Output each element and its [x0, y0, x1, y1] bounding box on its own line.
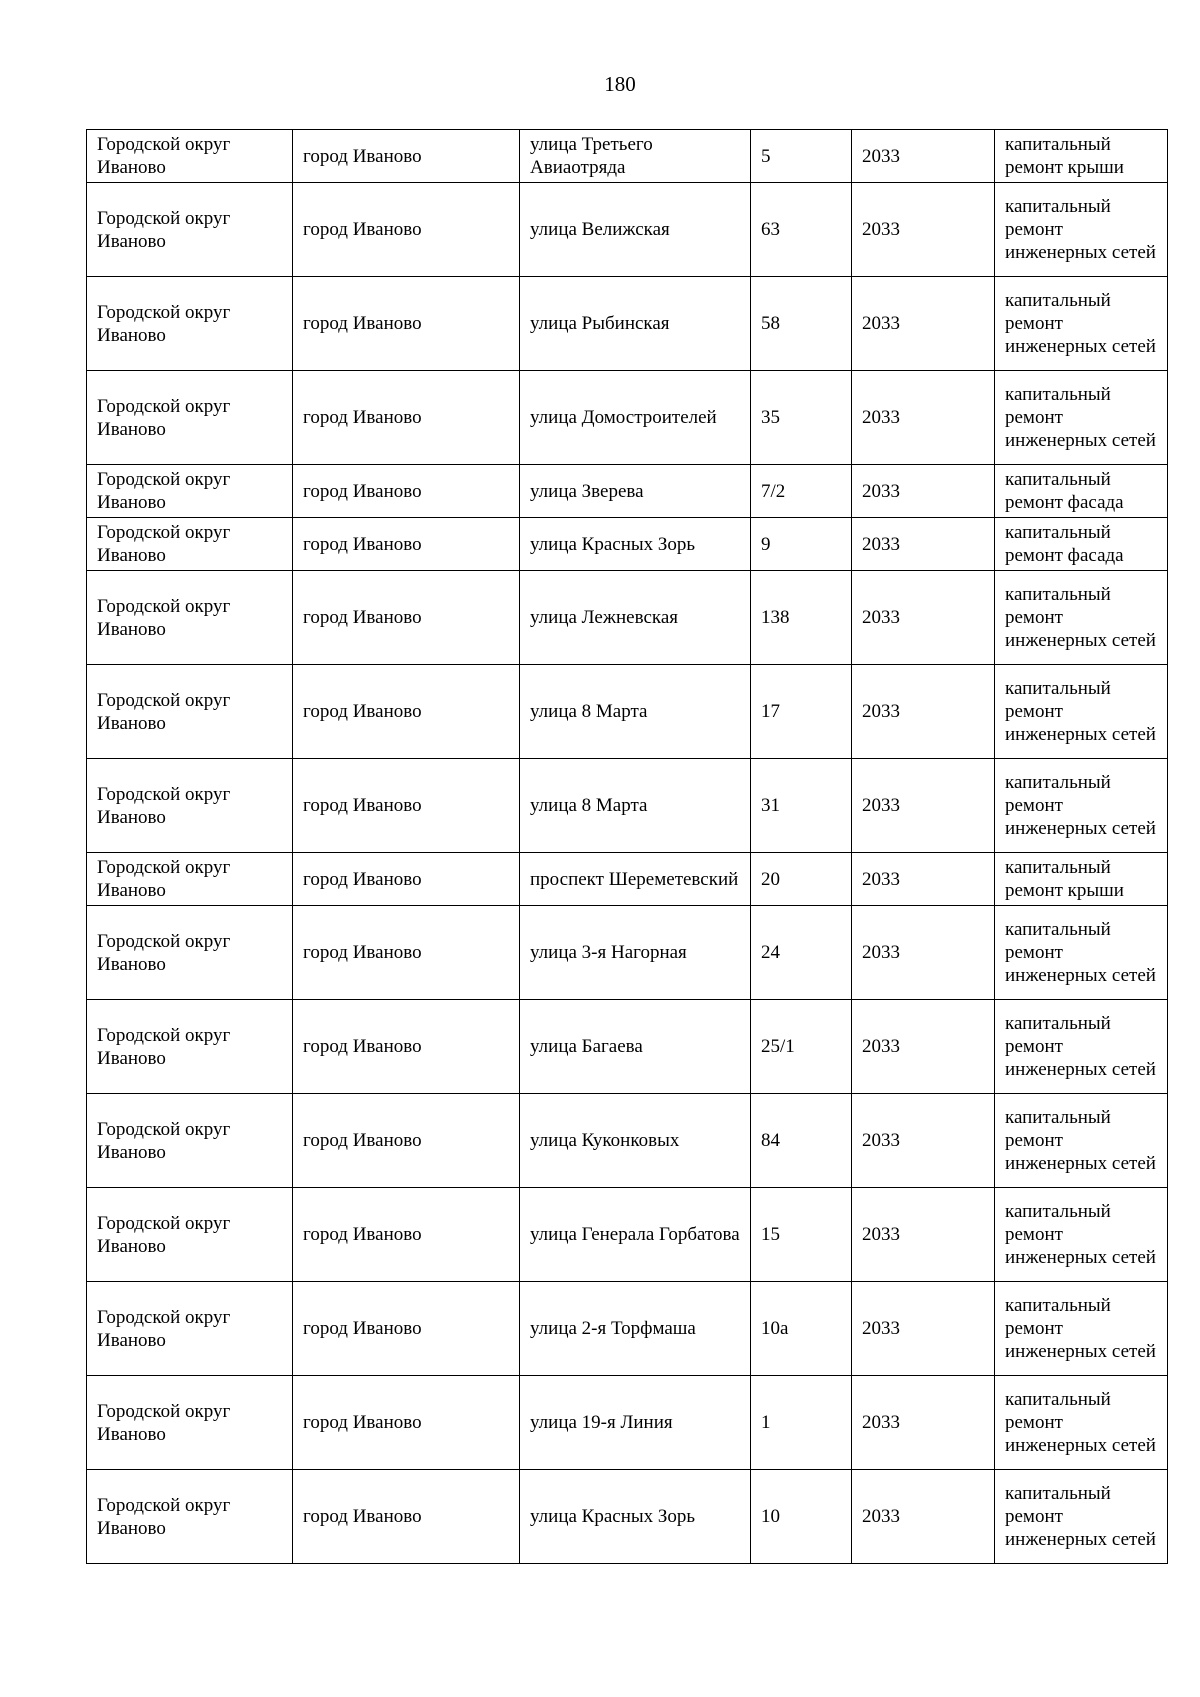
cell-house: 15 [751, 1188, 852, 1282]
cell-street: улица Велижская [520, 183, 751, 277]
cell-house: 35 [751, 371, 852, 465]
cell-work: капитальный ремонт инженерных сетей [995, 1282, 1168, 1376]
cell-city: город Иваново [293, 759, 520, 853]
table-row [87, 1376, 1168, 1470]
cell-district: Городской округ Иваново [87, 1376, 293, 1470]
cell-street: улица Лежневская [520, 571, 751, 665]
cell-work: капитальный ремонт инженерных сетей [995, 183, 1168, 277]
cell-house: 9 [751, 518, 852, 571]
cell-city: город Иваново [293, 183, 520, 277]
table-row [87, 853, 1168, 906]
table-row [87, 665, 1168, 759]
table-row [87, 183, 1168, 277]
cell-district: Городской округ Иваново [87, 130, 293, 183]
cell-city: город Иваново [293, 1376, 520, 1470]
cell-year: 2033 [852, 571, 995, 665]
cell-street: улица Домостроителей [520, 371, 751, 465]
cell-street: улица 3-я Нагорная [520, 906, 751, 1000]
table-row [87, 759, 1168, 853]
cell-city: город Иваново [293, 906, 520, 1000]
cell-year: 2033 [852, 1470, 995, 1564]
cell-house: 31 [751, 759, 852, 853]
cell-street: улица Генерала Горбатова [520, 1188, 751, 1282]
cell-city: город Иваново [293, 1282, 520, 1376]
cell-city: город Иваново [293, 1094, 520, 1188]
cell-street: улица Красных Зорь [520, 1470, 751, 1564]
cell-work: капитальный ремонт фасада [995, 518, 1168, 571]
cell-work: капитальный ремонт инженерных сетей [995, 371, 1168, 465]
cell-year: 2033 [852, 371, 995, 465]
cell-district: Городской округ Иваново [87, 1000, 293, 1094]
cell-city: город Иваново [293, 1188, 520, 1282]
cell-work: капитальный ремонт инженерных сетей [995, 1376, 1168, 1470]
cell-work: капитальный ремонт инженерных сетей [995, 571, 1168, 665]
cell-district: Городской округ Иваново [87, 1282, 293, 1376]
cell-street: улица Красных Зорь [520, 518, 751, 571]
cell-house: 1 [751, 1376, 852, 1470]
cell-year: 2033 [852, 183, 995, 277]
cell-work: капитальный ремонт фасада [995, 465, 1168, 518]
cell-year: 2033 [852, 1094, 995, 1188]
cell-city: город Иваново [293, 277, 520, 371]
cell-district: Городской округ Иваново [87, 759, 293, 853]
cell-street: проспект Шереметевский [520, 853, 751, 906]
cell-house: 24 [751, 906, 852, 1000]
cell-year: 2033 [852, 1000, 995, 1094]
cell-year: 2033 [852, 1282, 995, 1376]
cell-district: Городской округ Иваново [87, 571, 293, 665]
cell-year: 2033 [852, 1188, 995, 1282]
cell-street: улица 19-я Линия [520, 1376, 751, 1470]
cell-year: 2033 [852, 906, 995, 1000]
table-row [87, 1282, 1168, 1376]
cell-year: 2033 [852, 1376, 995, 1470]
cell-district: Городской округ Иваново [87, 853, 293, 906]
table-row [87, 1188, 1168, 1282]
cell-street: улица 8 Марта [520, 665, 751, 759]
cell-street: улица Зверева [520, 465, 751, 518]
document-table [86, 129, 1168, 1564]
cell-district: Городской округ Иваново [87, 1188, 293, 1282]
cell-street: улица Багаева [520, 1000, 751, 1094]
cell-district: Городской округ Иваново [87, 1094, 293, 1188]
cell-house: 20 [751, 853, 852, 906]
cell-work: капитальный ремонт инженерных сетей [995, 1000, 1168, 1094]
cell-city: город Иваново [293, 518, 520, 571]
cell-work: капитальный ремонт инженерных сетей [995, 759, 1168, 853]
cell-district: Городской округ Иваново [87, 465, 293, 518]
cell-work: капитальный ремонт инженерных сетей [995, 1188, 1168, 1282]
cell-house: 84 [751, 1094, 852, 1188]
cell-year: 2033 [852, 853, 995, 906]
cell-house: 7/2 [751, 465, 852, 518]
cell-house: 25/1 [751, 1000, 852, 1094]
table-row [87, 130, 1168, 183]
cell-work: капитальный ремонт инженерных сетей [995, 665, 1168, 759]
cell-year: 2033 [852, 759, 995, 853]
cell-work: капитальный ремонт инженерных сетей [995, 1094, 1168, 1188]
cell-street: улица Куконковых [520, 1094, 751, 1188]
cell-city: город Иваново [293, 853, 520, 906]
table-row [87, 1000, 1168, 1094]
cell-street: улица Рыбинская [520, 277, 751, 371]
cell-house: 5 [751, 130, 852, 183]
cell-year: 2033 [852, 130, 995, 183]
table-row [87, 371, 1168, 465]
cell-district: Городской округ Иваново [87, 1470, 293, 1564]
table-row [87, 1094, 1168, 1188]
cell-work: капитальный ремонт крыши [995, 130, 1168, 183]
cell-district: Городской округ Иваново [87, 183, 293, 277]
cell-year: 2033 [852, 665, 995, 759]
table-row [87, 518, 1168, 571]
cell-city: город Иваново [293, 465, 520, 518]
cell-year: 2033 [852, 465, 995, 518]
table-row [87, 571, 1168, 665]
cell-street: улица 8 Марта [520, 759, 751, 853]
cell-house: 10а [751, 1282, 852, 1376]
cell-district: Городской округ Иваново [87, 906, 293, 1000]
cell-house: 17 [751, 665, 852, 759]
cell-house: 58 [751, 277, 852, 371]
cell-street: улица Третьего Авиаотряда [520, 130, 751, 183]
cell-district: Городской округ Иваново [87, 665, 293, 759]
table-body [87, 130, 1168, 1564]
cell-house: 138 [751, 571, 852, 665]
cell-city: город Иваново [293, 665, 520, 759]
cell-work: капитальный ремонт инженерных сетей [995, 1470, 1168, 1564]
table-row [87, 277, 1168, 371]
page-number: 180 [604, 72, 636, 96]
table-row [87, 1470, 1168, 1564]
cell-street: улица 2-я Торфмаша [520, 1282, 751, 1376]
cell-district: Городской округ Иваново [87, 371, 293, 465]
cell-city: город Иваново [293, 130, 520, 183]
cell-year: 2033 [852, 277, 995, 371]
table-row [87, 465, 1168, 518]
cell-work: капитальный ремонт инженерных сетей [995, 277, 1168, 371]
table-row [87, 906, 1168, 1000]
cell-house: 10 [751, 1470, 852, 1564]
cell-city: город Иваново [293, 571, 520, 665]
cell-house: 63 [751, 183, 852, 277]
cell-work: капитальный ремонт инженерных сетей [995, 906, 1168, 1000]
cell-city: город Иваново [293, 1470, 520, 1564]
cell-city: город Иваново [293, 371, 520, 465]
cell-year: 2033 [852, 518, 995, 571]
cell-district: Городской округ Иваново [87, 277, 293, 371]
cell-district: Городской округ Иваново [87, 518, 293, 571]
cell-work: капитальный ремонт крыши [995, 853, 1168, 906]
cell-city: город Иваново [293, 1000, 520, 1094]
